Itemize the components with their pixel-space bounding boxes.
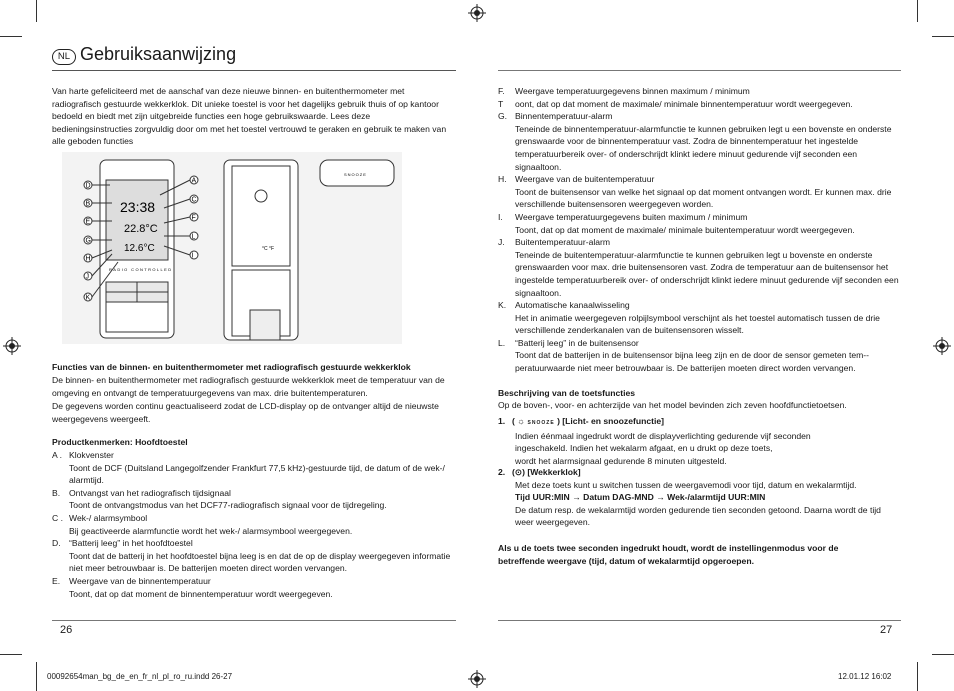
svg-text:A: A [191, 177, 197, 185]
language-badge: NL [52, 49, 76, 65]
list-item: F. Weergave temperatuurgegevens binnen maximum / minimum [498, 86, 750, 96]
page-header [52, 46, 456, 71]
mode-sequence: Tijd UUR:MIN → Datum DAG-MND → Wek-/alarmtijd UUR:MIN [515, 492, 766, 503]
svg-text:E: E [85, 218, 91, 226]
list-item: A . Klokvenster Toont de DCF (Duitsland Langegolfzender Frankfurt 77,5 kHz)-gestuurde tijd, de datum of de wek-/ alarmtijd. [52, 450, 445, 486]
registration-mark-icon [468, 670, 486, 688]
key-1: 1. ( ☼ SNOOZE ) [Licht- en snoozefunctie] Indien éénmaal ingedrukt wordt de displayverlichting gedurende vijf seconden ingeschakeld. Indien het wekalarm afgaat, en u drukt op deze toets, wordt het alarmsignaal gedurende 8 minuten uitgesteld. [498, 416, 811, 466]
registration-mark-icon [3, 337, 21, 355]
svg-text:K: K [85, 294, 91, 302]
snooze-text: SNOOZE [527, 420, 555, 426]
footer-rule-left [52, 620, 456, 621]
arrow-right-icon: → [656, 492, 665, 503]
main-unit-front [100, 160, 174, 338]
svg-text:C: C [191, 196, 197, 204]
snooze-label: SNOOZE [344, 172, 367, 177]
alarm-clock-icon: ⊙ [514, 467, 523, 477]
lcd-temp-out: 12.6°C [124, 243, 155, 254]
list-item: B. Ontvangst van het radiografisch tijdsignaal Toont de ontvangstmodus van het DCF77-radiografisch signaal voor de tijdregeling. [52, 487, 387, 511]
svg-text:F: F [191, 214, 196, 222]
trim-mark [917, 0, 918, 22]
file-slug: 00092654man_bg_de_en_fr_nl_pl_ro_ru.indd 26-27 [47, 672, 233, 681]
header-rule-right [498, 70, 901, 71]
svg-text:D: D [85, 182, 91, 190]
trim-mark [0, 654, 22, 655]
lcd-time: 23:38 [120, 199, 156, 215]
functions-text: De binnen- en buitenthermometer met radiografisch gestuurde wekkerklok meet de temperatuur van de omgeving en ontvangt de temperatuurgegevens van max. drie buitentemperaturen. [52, 375, 445, 398]
main-unit-top [320, 160, 394, 186]
trim-mark [36, 0, 37, 22]
lcd-temp-in: 22.8°C [124, 223, 158, 235]
list-item: E. Weergave van de binnentemperatuur Toont, dat op dat moment de binnentemperatuur wordt weergegeven. [52, 575, 333, 599]
intro-paragraph: Van harte gefeliciteerd met de aanschaf van deze nieuwe binnen- en buitenthermometer met radiografisch gestuurde wekkerklok. Dit unieke toestel is voor het dagelijks gebruik thuis of op kantoor bedoeld en biedt met zijn uitgebreide functies een hoge gebruikswaarde. Lees deze bedieningsinstructies zorgvuldig door om met het toestel vertrouwd te geraken en gebruik te maken van alle geboden functies [52, 86, 447, 147]
svg-text:H: H [85, 255, 91, 263]
brand-strip: RADIO CONTROLLED [109, 267, 173, 272]
trim-mark [0, 36, 22, 37]
light-icon: ☼ [517, 416, 526, 426]
main-unit-rear [224, 160, 298, 340]
hold-note: Als u de toets twee seconden ingedrukt houdt, wordt de instellingenmodus voor de betreffende weergave (tijd, datum of wekalarmtijd opgeroepen. [498, 543, 839, 566]
trim-mark [932, 36, 954, 37]
svg-text:B: B [85, 200, 91, 208]
svg-text:L: L [191, 233, 196, 241]
registration-mark-icon [468, 4, 486, 22]
list-item: T oont, dat op dat moment de maximale/ minimale binnentemperatuur wordt weergegeven. [498, 98, 853, 109]
list-item: J. Buitentemperatuur-alarm Teneinde de buitentemperatuur-alarmfunctie te kunnen gebruiken legt u bovenste en onderste grenswaarden voor max. drie buitensensoren vast. Zodra de temperatuur aan de buitensensor het ingestelde temperatuurbereik over- of onderschrijdt klinkt iedere minuut gedurende vijf seconden een signaaltoon. [498, 237, 899, 298]
list-item: G. Binnentemperatuur-alarm Teneinde de binnentemperatuur-alarmfunctie te kunnen gebruiken legt u een bovenste en onderste grenswaarde voor de binnentemperatuur vast. Zodra de binnentemperatuur het ingestelde temperatuurbereik over- of onderschrijdt klinkt iedere minuut gedurende vijf seconden een signaaltoon. [498, 111, 892, 172]
features-heading: Productkenmerken: Hoofdtoestel [52, 437, 188, 447]
list-item: H. Weergave van de buitentemperatuur Toont de buitensensor van welke het signaal op dat moment ontvangen wordt. Er kunnen max. drie verschillende buitensensoren weergegeven worden. [498, 174, 892, 210]
keys-intro: Op de boven-, voor- en achterzijde van het model bevinden zich zeven hoofdfunctietoetsen. [498, 400, 847, 410]
date-stamp: 12.01.12 16:02 [838, 672, 892, 681]
trim-mark [36, 662, 37, 691]
list-item: K. Automatische kanaalwisseling Het in animatie weergegeven rolpijlsymbool verschijnt als het toestel automatisch tussen de drie verschillende zenderkanalen van de buitensensoren wisselt. [498, 300, 880, 336]
page-number-left: 26 [60, 624, 73, 636]
list-item: I. Weergave temperatuurgegevens buiten maximum / minimum Toont, dat op dat moment de maximale/ minimale buitentemperatuur wordt weergegeven. [498, 211, 855, 235]
list-item: D. “Batterij leeg” in het hoofdtoestel Toont dat de batterij in het hoofdtoestel bijna leeg is en dat de op de display weergegeven informatie niet meer betrouwbaar is. De batterijen moeten direct worden vervangen. [52, 538, 451, 574]
product-figure [60, 150, 404, 346]
registration-mark-icon [933, 337, 951, 355]
keys-heading: Beschrijving van de toetsfuncties [498, 388, 636, 398]
trim-mark [917, 662, 918, 691]
features-list [52, 449, 456, 600]
footer-rule-right [498, 620, 901, 621]
key-2: 2. (⊙) [Wekkerklok] Met deze toets kunt u switchen tussen de weergavemodi voor tijd, datum en wekalarmtijd. Tijd UUR:MIN → Datum DAG-MND → Wek-/alarmtijd UUR:MIN De datum resp. de wekalarmtijd worden gedurende tien seconden getoond. Daarna wordt de tijd weer weergegeven. [498, 466, 901, 529]
right-list [498, 85, 901, 375]
page-number-right: 27 [880, 624, 893, 636]
functions-heading: Functies van de binnen- en buitenthermometer met radiografisch gestuurde wekkerklok [52, 362, 411, 372]
functions-text-2: De gegevens worden continu geactualiseerd zodat de LCD-display op de ontvanger altijd de nieuwste weergegevens weergeeft. [52, 401, 439, 424]
svg-text:J: J [85, 273, 89, 281]
svg-text:G: G [85, 237, 91, 245]
list-item: C . Wek-/ alarmsymbool Bij geactiveerde alarmfunctie wordt het wek-/ alarmsymbool weergegeven. [52, 512, 353, 536]
list-item: L. “Batterij leeg” in de buitensensor Toont dat de batterijen in de buitensensor bijna leeg zijn en de door de sensor gemeten tem-peratuurwaarde niet meer betrouwbaar is. De batterijen moeten direct worden vervangen. [498, 337, 870, 374]
page-title: Gebruiksaanwijzing [80, 44, 237, 64]
arrow-right-icon: → [572, 492, 581, 503]
trim-mark [932, 654, 954, 655]
rear-switch: °C °F [262, 246, 275, 252]
svg-text:I: I [191, 252, 194, 260]
